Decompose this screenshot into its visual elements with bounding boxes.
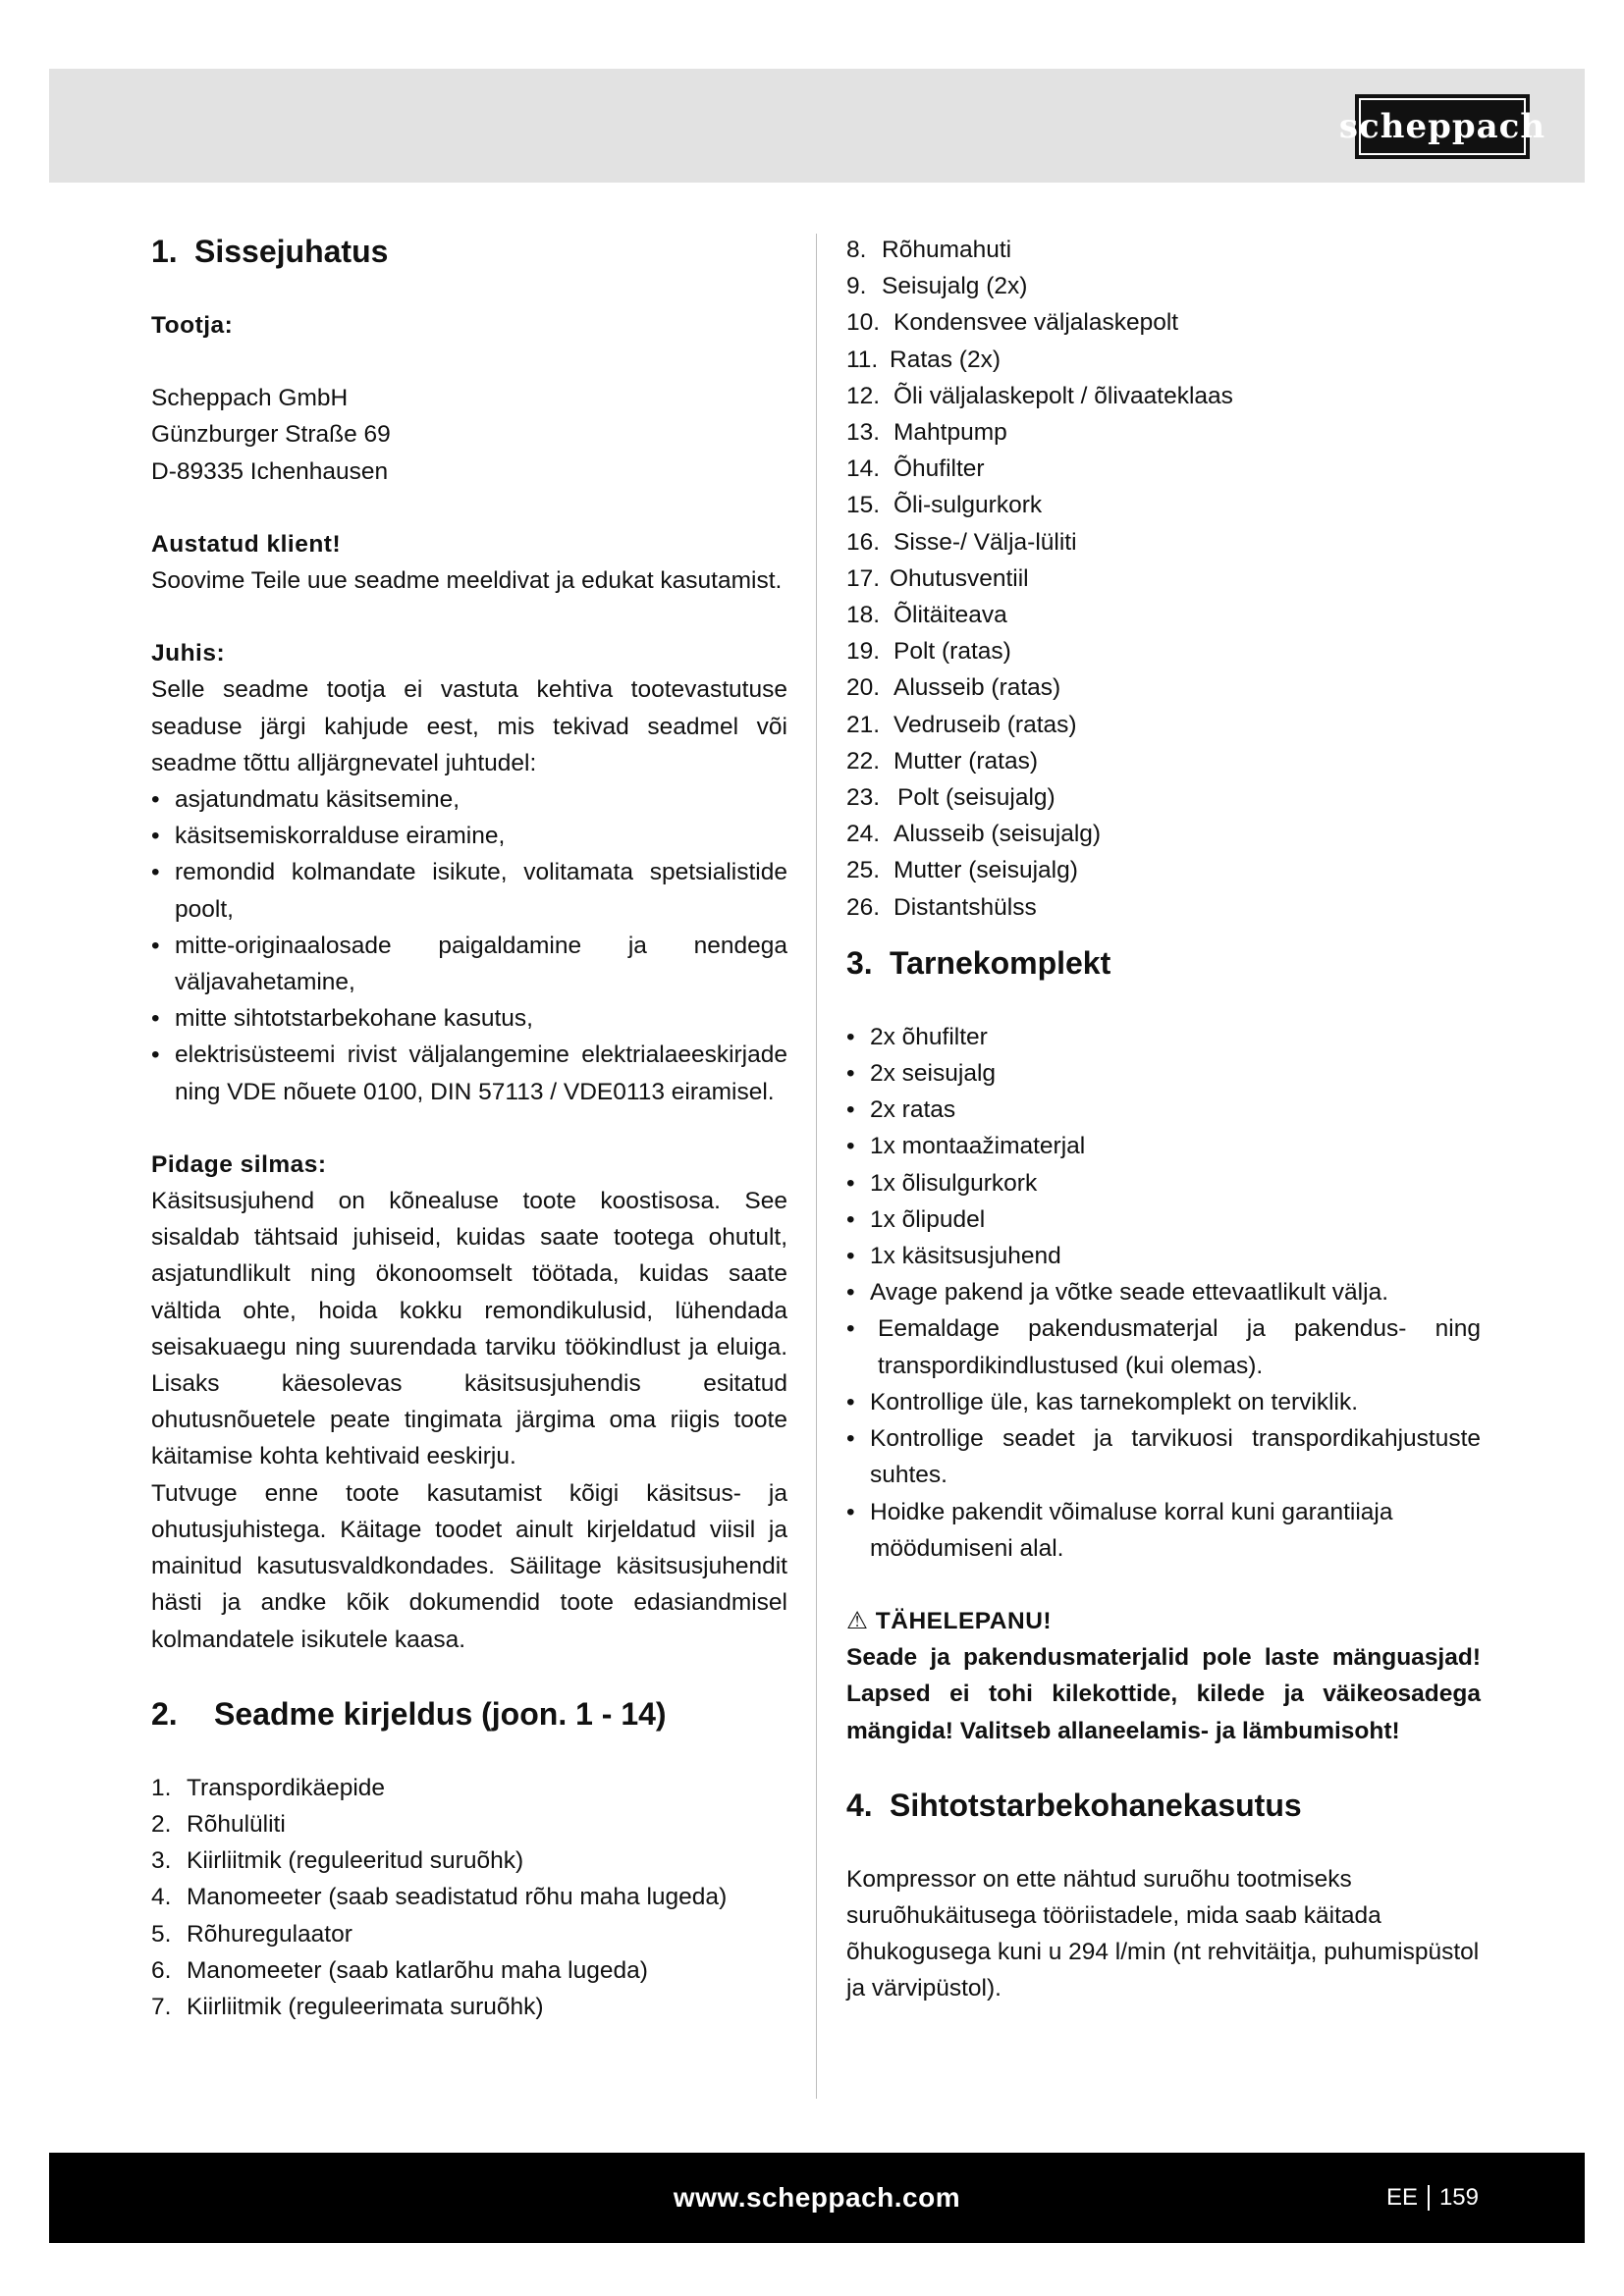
- list-item: 9. Seisujalg (2x): [846, 273, 1028, 300]
- list-item: • Hoidke pakendit võimaluse korral kuni garantiiaja möödumiseni alal.: [846, 1494, 1481, 1567]
- attention-text-1: Käsitsusjuhend on kõnealuse toote koostisosa. See sisaldab tähtsaid juhiseid, kuidas saate tootega ohutult, asjatundlikult ning ökonoomselt töötada, kuidas saate vältida ohte, hoida kokku remondikulusid, lühendada seisakuaegu ning suurendada tarviku töökindlust ja eluiga. Lisaks käesolevas käsitsusjuhendis esitatud ohutusnõuetele peate tingimata järgima oma riigis toote käitamise kohta kehtivaid eeskirju.: [151, 1188, 787, 1470]
- parts-list-left: [151, 1770, 787, 2025]
- list-item: 22. Mutter (ratas): [846, 747, 1039, 774]
- list-item: 18. Õlitäiteava: [846, 602, 1007, 629]
- list-item: 6. Manomeeter (saab katlarõhu maha lugeda): [151, 1956, 648, 1984]
- list-item: • Kontrollige üle, kas tarnekomplekt on terviklik.: [846, 1384, 1481, 1420]
- list-item: 24. Alusseib (seisujalg): [846, 821, 1102, 848]
- footer-band: [49, 2153, 1585, 2243]
- list-item: 11. Ratas (2x): [846, 346, 1001, 373]
- page-indicator: [1386, 2153, 1479, 2243]
- dear-customer-label: Austatud klient!: [151, 530, 342, 558]
- warning-text: Seade ja pakendusmaterjalid pole laste mänguasjad! Lapsed ei tohi kilekottide, kilede ja väikeosadega mängida! Valitseb allaneelamis- ja lämbumisoht!: [846, 1644, 1481, 1744]
- footer-website-link[interactable]: www.scheppach.com: [673, 2182, 961, 2213]
- left-column: [151, 232, 787, 2025]
- list-item: • 1x käsitsusjuhend: [846, 1238, 1481, 1274]
- separator: [1428, 2185, 1430, 2211]
- list-item: • 1x õlipudel: [846, 1201, 1481, 1238]
- list-item: • Kontrollige seadet ja tarvikuosi transpordikahjustuste suhtes.: [846, 1420, 1481, 1493]
- list-item: • mitte-originaalosade paigaldamine ja nendega väljavahetamine,: [151, 928, 787, 1000]
- list-item: 15. Õli-sulgurkork: [846, 492, 1043, 519]
- list-item: • Avage pakend ja võtke seade ettevaatlikult välja.: [846, 1274, 1481, 1310]
- section-4-heading: [846, 1786, 1481, 1825]
- delivery-bullet-list: [846, 1019, 1481, 1567]
- list-item: • 2x ratas: [846, 1092, 1481, 1128]
- list-item: 20. Alusseib (ratas): [846, 674, 1061, 702]
- parts-list-right: [846, 232, 1481, 926]
- list-item: • 1x õlisulgurkork: [846, 1165, 1481, 1201]
- section-2-heading: [151, 1694, 787, 1734]
- list-item: • 2x õhufilter: [846, 1019, 1481, 1055]
- list-item: • käsitsemiskorralduse eiramine,: [151, 818, 787, 854]
- section-3-title: Tarnekomplekt: [890, 944, 1111, 981]
- warning-icon: ⚠: [846, 1607, 869, 1634]
- list-item: 23. Polt (seisujalg): [846, 784, 1056, 812]
- intended-use-text: Kompressor on ette nähtud suruõhu tootmiseks suruõhukäitusega tööriistadele, mida saab käitada õhukogusega kuni u 294 l/min (nt rehvitäitja, puhumispüstol ja värvipüstol).: [846, 1865, 1480, 2002]
- note-text: Selle seadme tootja ei vastuta kehtiva tootevastutuse seaduse järgi kahjude eest, mis tekivad seadmel või seadme tõttu alljärgnevatel juhtudel:: [151, 676, 787, 776]
- list-item: 25. Mutter (seisujalg): [846, 857, 1078, 884]
- address-line: Scheppach GmbH: [151, 385, 349, 412]
- header-band: [49, 69, 1585, 183]
- list-item: 10. Kondensvee väljalaskepolt: [846, 309, 1179, 337]
- warning-heading: [846, 1603, 1481, 1639]
- list-item: • mitte sihtotstarbekohane kasutus,: [151, 1000, 787, 1037]
- right-column: [846, 232, 1481, 2007]
- note-label: Juhis:: [151, 640, 226, 667]
- section-4-number: 4.: [846, 1787, 873, 1823]
- list-item: • 1x montaažimaterjal: [846, 1128, 1481, 1164]
- list-item: 19. Polt (ratas): [846, 638, 1011, 666]
- list-item: 8. Rõhumahuti: [846, 237, 1012, 263]
- page-number: 159: [1438, 2184, 1479, 2211]
- language-code: EE: [1385, 2184, 1418, 2211]
- section-3-number: 3.: [846, 944, 873, 981]
- section-2-title: Seadme kirjeldus (joon. 1 - 14): [214, 1695, 667, 1732]
- list-item: 1. Transpordikäepide: [151, 1774, 386, 1801]
- brand-logo: scheppach: [1355, 94, 1530, 159]
- dear-customer-text: Soovime Teile uue seadme meeldivat ja edukat kasutamist.: [151, 567, 783, 595]
- list-item: 16. Sisse-/ Välja-lüliti: [846, 528, 1077, 556]
- list-item: 7. Kiirliitmik (reguleerimata suruõhk): [151, 1993, 544, 2020]
- section-4-title: Sihtotstarbekohanekasutus: [890, 1787, 1302, 1823]
- note-bullet-list: [151, 781, 787, 1110]
- manufacturer-label: Tootja:: [151, 312, 234, 339]
- address-line: Günzburger Straße 69: [151, 421, 391, 449]
- section-1-number: 1.: [151, 234, 178, 269]
- warning-label: TÄHELEPANU!: [875, 1607, 1053, 1634]
- list-item: • Eemaldage pakendusmaterjal ja pakendus- ning transpordikindlustused (kui olemas).: [846, 1310, 1481, 1383]
- list-item: • elektrisüsteemi rivist väljalangemine elektrialaeeskirjade ning VDE nõuete 0100, DIN 57113 / VDE0113 eiramisel.: [151, 1037, 787, 1109]
- list-item: 5. Rõhuregulaator: [151, 1920, 352, 1948]
- list-item: • asjatundmatu käsitsemine,: [151, 781, 787, 818]
- section-2-number: 2.: [151, 1695, 178, 1732]
- list-item: 17. Ohutusventiil: [846, 564, 1029, 592]
- list-item: 26. Distantshülss: [846, 893, 1037, 921]
- list-item: 4. Manomeeter (saab seadistatud rõhu maha lugeda): [151, 1884, 728, 1911]
- section-1-title: Sissejuhatus: [194, 234, 389, 269]
- list-item: 14. Õhufilter: [846, 455, 985, 483]
- section-3-heading: [846, 943, 1481, 983]
- column-divider: [816, 234, 817, 2099]
- section-1-heading: [151, 232, 787, 271]
- list-item: • 2x seisujalg: [846, 1055, 1481, 1092]
- attention-label: Pidage silmas:: [151, 1150, 327, 1178]
- attention-text-2: Tutvuge enne toote kasutamist kõigi käsitsus- ja ohutusjuhistega. Käitage toodet ainult kirjeldatud viisil ja mainitud kasutusvaldkondades. Säilitage käsitsusjuhendit hästi ja andke kõik dokumendid toote edasiandmisel kolmandatele isikutele kaasa.: [151, 1479, 787, 1653]
- address-line: D-89335 Ichenhausen: [151, 457, 389, 485]
- list-item: 2. Rõhulüliti: [151, 1810, 286, 1838]
- list-item: • remondid kolmandate isikute, volitamata spetsialistide poolt,: [151, 854, 787, 927]
- list-item: 12. Õli väljalaskepolt / õlivaateklaas: [846, 382, 1233, 409]
- list-item: 13. Mahtpump: [846, 419, 1007, 447]
- list-item: 21. Vedruseib (ratas): [846, 711, 1077, 738]
- list-item: 3. Kiirliitmik (reguleeritud suruõhk): [151, 1847, 524, 1875]
